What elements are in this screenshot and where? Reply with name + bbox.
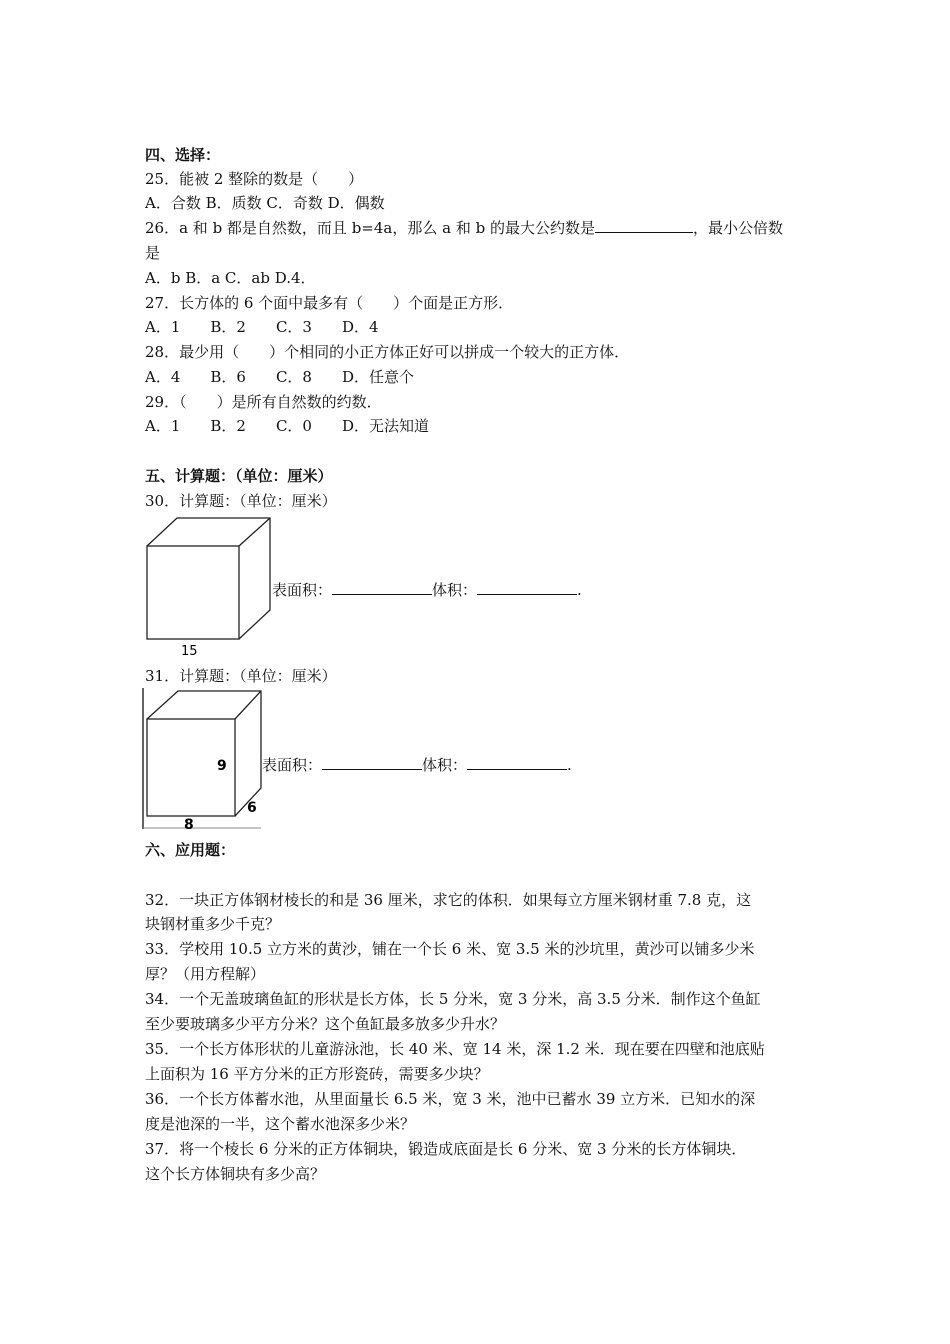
q27-stem: 27．长方体的 6 个面中最多有（ ）个面是正方形． [145,294,514,312]
section4-title: 四、选择： [145,146,221,164]
q35-line2: 上面积为 16 平方分米的正方形瓷砖，需要多少块？ [145,1065,489,1083]
q26-stem: 26．a 和 b 都是自然数，而且 b=4a，那么 a 和 b 的最大公约数是 [145,219,595,237]
q33-line2: 厚？（用方程解） [145,965,266,983]
q30-surface-blank [332,580,432,595]
q30-volume-label: 体积： [432,581,478,599]
section5-title: 五、计算题：（单位：厘米） [145,467,333,485]
q31-cube-figure [141,688,265,832]
q36-line1: 36．一个长方体蓄水池，从里面量长 6.5 米，宽 3 米，池中已蓄水 39 立方米．已知水的深 [145,1090,756,1108]
q35-line1: 35．一个长方体形状的儿童游泳池，长 40 米、宽 14 米，深 1.2 米．现在要在四壁和池底贴 [145,1040,765,1058]
q37-line2: 这个长方体铜块有多少高？ [145,1165,326,1183]
q26-stem-tail: ，最小公倍数 [692,219,783,237]
q36-line2: 度是池深的一半，这个蓄水池深多少米？ [145,1115,416,1133]
q29-stem: 29．（ ）是所有自然数的约数． [145,393,382,411]
q31-end: . [567,756,572,774]
q26-options: A．b B．a C．ab D.4． [145,269,316,287]
q31-length-label: 8 [184,817,194,832]
q25-options: A．合数 B．质数 C．奇数 D．偶数 [145,194,385,212]
q31-volume-label: 体积： [422,756,468,774]
q30-cube-figure [143,514,273,658]
q31-stem: 31．计算题：（单位：厘米） [145,667,337,685]
q30-answer-line [272,580,582,600]
q30-volume-blank [477,580,577,595]
q29-options: A．1 B．2 C．0 D．无法知道 [145,417,429,435]
q26-stem-line [145,218,783,238]
q31-volume-blank [467,755,567,770]
q30-stem: 30．计算题：（单位：厘米） [145,492,337,510]
q26-stem-cont: 是 [145,244,161,262]
q31-answer-line [262,755,572,775]
q32-line1: 32．一块正方体钢材棱长的和是 36 厘米，求它的体积．如果每立方厘米钢材重 7.8 克，这 [145,891,752,909]
q31-surface-blank [322,755,422,770]
q26-answer-blank [595,218,693,233]
q30-surface-label: 表面积： [272,581,333,599]
q31-height-label: 9 [217,758,227,774]
q37-line1: 37．将一个棱长 6 分米的正方体铜块，锻造成底面是长 6 分米、宽 3 分米的长方体铜块． [145,1140,747,1158]
section6-title: 六、应用题： [145,841,236,859]
q34-line2: 至少要玻璃多少平方分米？这个鱼缸最多放多少升水？ [145,1015,506,1033]
q31-depth-label: 6 [247,800,257,816]
q28-options: A．4 B．6 C．8 D．任意个 [145,368,414,386]
q33-line1: 33．学校用 10.5 立方米的黄沙，铺在一个长 6 米、宽 3.5 米的沙坑里，黄沙可以铺多少米 [145,940,755,958]
q34-line1: 34．一个无盖玻璃鱼缸的形状是长方体，长 5 分米，宽 3 分米，高 3.5 分米．制作这个鱼缸 [145,990,761,1008]
q30-edge-label: 15 [181,644,198,658]
q32-line2: 块钢材重多少千克？ [145,915,281,933]
q30-end: . [577,581,582,599]
q27-options: A．1 B．2 C．3 D．4 [145,318,379,336]
q31-surface-label: 表面积： [262,756,323,774]
q25-stem: 25．能被 2 整除的数是（ ） [145,170,364,188]
q28-stem: 28．最少用（ ）个相同的小正方体正好可以拼成一个较大的正方体． [145,343,630,361]
